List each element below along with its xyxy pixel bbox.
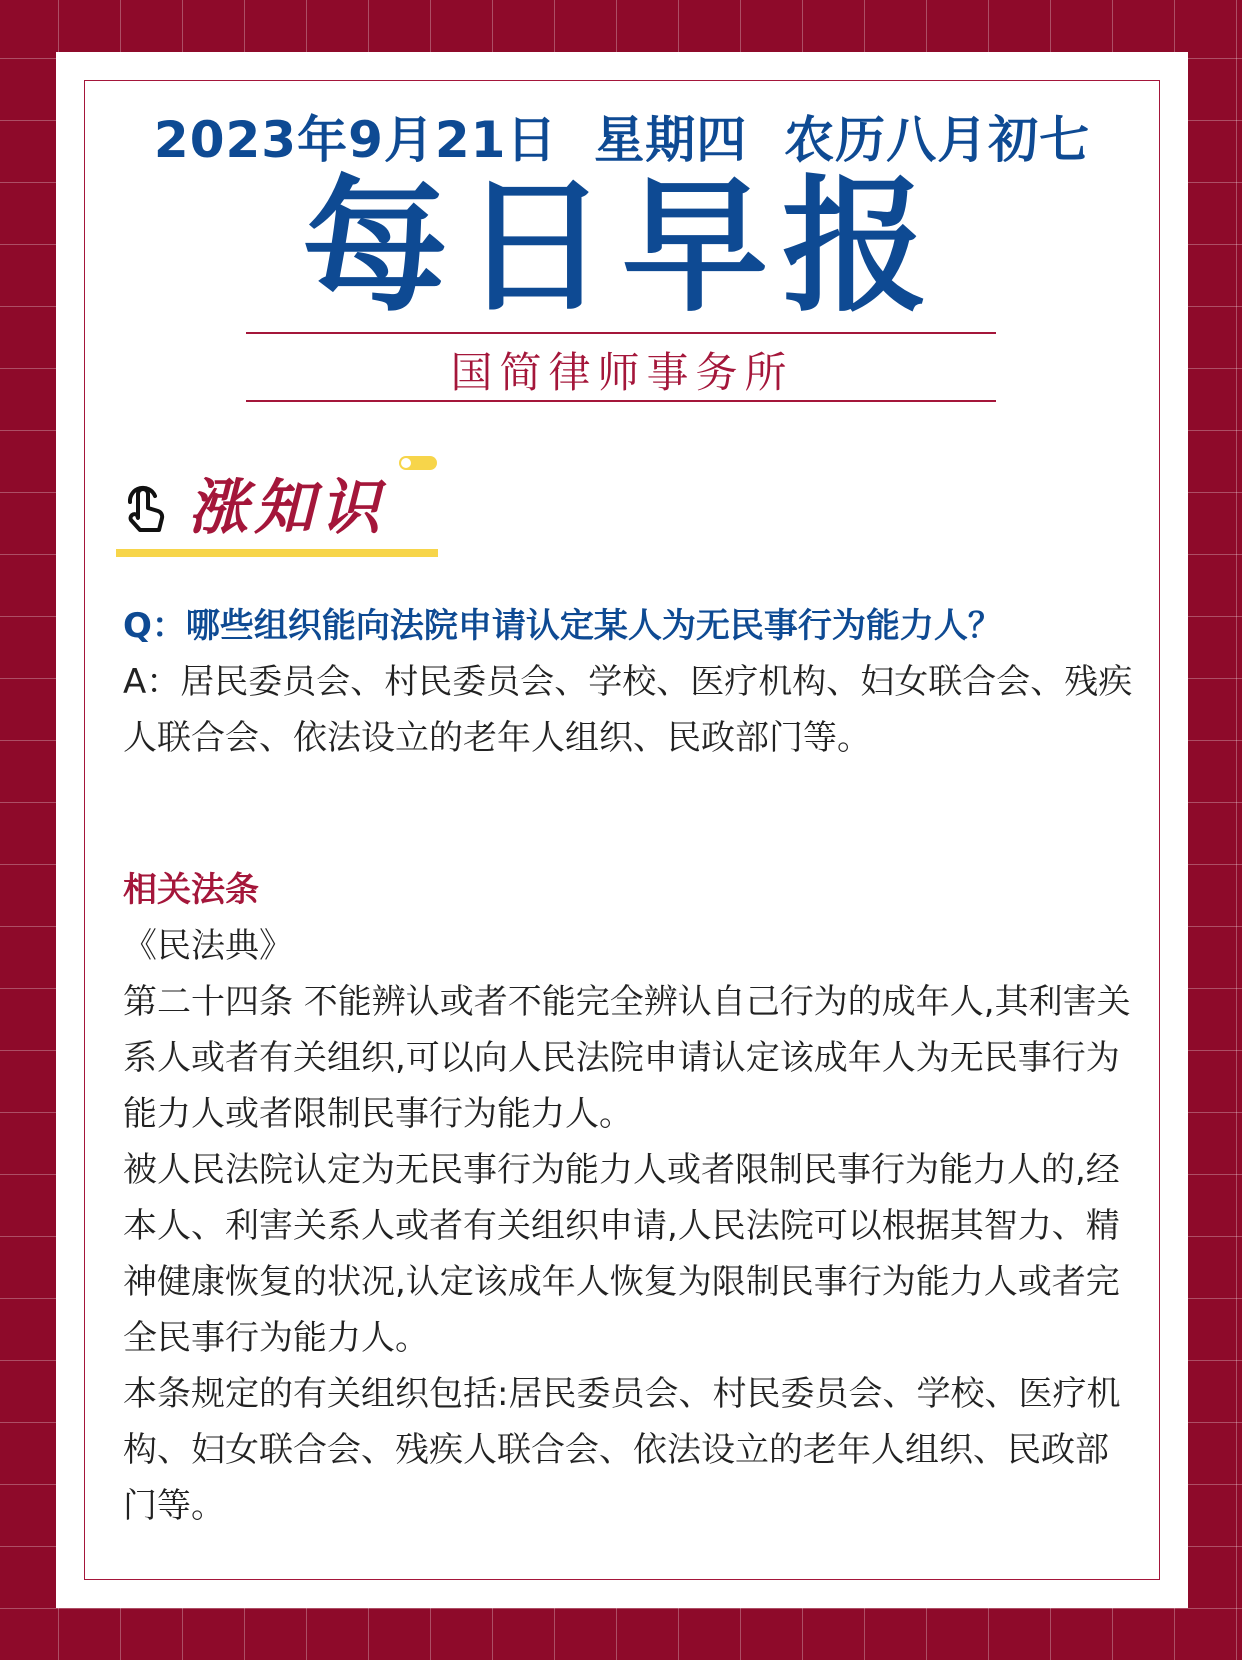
law-paragraph: 被人民法院认定为无民事行为能力人或者限制民事行为能力人的,经本人、利害关系人或者有关组织申请,人民法院可以根据其智力、精神健康恢复的状况,认定该成年人恢复为限制民事行为能力人或者完全民事行为能力人。	[123, 1150, 1120, 1358]
poster-card	[56, 52, 1188, 1608]
law-source: 《民法典》	[123, 926, 293, 966]
tap-finger-icon	[116, 480, 174, 538]
page-title: 每日早报	[302, 162, 942, 332]
toggle-pill-decoration	[399, 456, 437, 470]
answer-text: A：居民委员会、村民委员会、学校、医疗机构、妇女联合会、残疾人联合会、依法设立的老年人组织、民政部门等。	[123, 662, 1133, 758]
question-text: Q：哪些组织能向法院申请认定某人为无民事行为能力人？	[123, 606, 1002, 646]
law-paragraph: 第二十四条 不能辨认或者不能完全辨认自己行为的成年人,其利害关系人或者有关组织,可以向人民法院申请认定该成年人为无民事行为能力人或者限制民事行为能力人。	[123, 982, 1131, 1134]
law-paragraph: 本条规定的有关组织包括:居民委员会、村民委员会、学校、医疗机构、妇女联合会、残疾人联合会、依法设立的老年人组织、民政部门等。	[123, 1374, 1121, 1526]
subtitle-rule-bottom	[246, 400, 996, 402]
section-title: 涨知识	[188, 473, 386, 543]
date-line: 2023年9月21日 星期四 农历八月初七	[153, 111, 1091, 169]
subtitle-rule-top	[246, 332, 996, 334]
firm-name: 国简律师事务所	[450, 348, 794, 397]
law-body	[123, 918, 1133, 1534]
law-heading: 相关法条	[123, 870, 259, 910]
section-underline	[116, 549, 438, 557]
